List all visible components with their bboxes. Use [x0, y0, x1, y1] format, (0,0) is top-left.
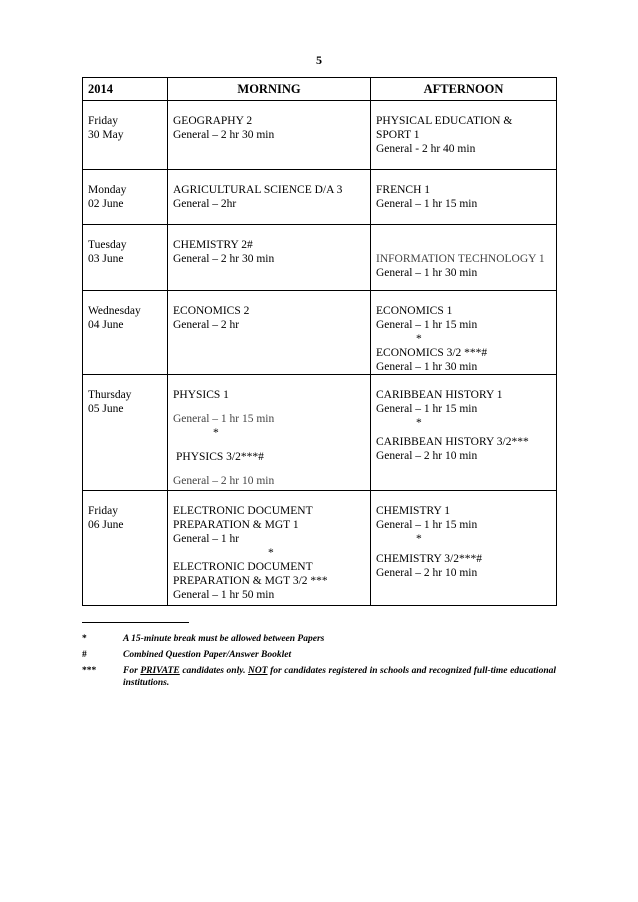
afternoon-cell [371, 170, 557, 225]
break-marker: * [416, 333, 422, 345]
exam-duration: General – 1 hr 15 min [173, 413, 275, 425]
footnote-symbol: # [82, 650, 87, 660]
table-row [83, 225, 557, 291]
morning-cell [168, 375, 371, 491]
header-year: 2014 [83, 78, 168, 101]
table-row [83, 170, 557, 225]
header-afternoon: AFTERNOON [371, 78, 557, 101]
footnotes [82, 633, 556, 693]
footnote-item [82, 649, 556, 661]
exam-title: PHYSICAL EDUCATION & [376, 115, 513, 127]
exam-duration: General – 1 hr 15 min [376, 519, 478, 531]
day-cell [83, 491, 168, 606]
day-date: 30 May [88, 129, 124, 141]
exam-duration: General – 2 hr [173, 319, 240, 331]
morning-cell [168, 170, 371, 225]
table-header-row [83, 78, 557, 101]
afternoon-cell [371, 375, 557, 491]
day-name: Thursday [88, 389, 132, 401]
exam-duration: General – 1 hr 15 min [376, 319, 478, 331]
exam-title: PHYSICS 3/2***# [176, 451, 264, 463]
exam-title: GEOGRAPHY 2 [173, 115, 253, 127]
table-row [83, 101, 557, 170]
afternoon-cell [371, 491, 557, 606]
morning-cell [168, 225, 371, 291]
exam-duration: General – 2 hr 10 min [376, 450, 478, 462]
break-marker: * [213, 427, 219, 439]
exam-title: PREPARATION & MGT 1 [173, 519, 299, 531]
exam-title: FRENCH 1 [376, 184, 430, 196]
day-date: 05 June [88, 403, 124, 415]
exam-title: ELECTRONIC DOCUMENT [173, 505, 313, 517]
exam-title: SPORT 1 [376, 129, 420, 141]
exam-title: ECONOMICS 1 [376, 305, 453, 317]
table-row [83, 375, 557, 491]
footnote-text [123, 665, 556, 689]
table-row [83, 291, 557, 375]
footnote-text: Combined Question Paper/Answer Booklet [123, 650, 292, 660]
day-cell [83, 225, 168, 291]
day-cell [83, 170, 168, 225]
exam-title: ECONOMICS 3/2 ***# [376, 347, 488, 359]
footnote-text: A 15-minute break must be allowed between Papers [123, 634, 325, 644]
morning-cell [168, 491, 371, 606]
day-cell [83, 101, 168, 170]
day-date: 03 June [88, 253, 124, 265]
footnote-item [82, 633, 556, 645]
exam-duration: General – 1 hr 30 min [376, 267, 478, 279]
exam-title: PHYSICS 1 [173, 389, 229, 401]
day-name: Tuesday [88, 239, 127, 251]
footnote-text-part: For [123, 666, 141, 676]
exam-duration: General – 1 hr 50 min [173, 589, 275, 601]
day-cell [83, 291, 168, 375]
exam-title: ELECTRONIC DOCUMENT [173, 561, 313, 573]
exam-duration: General – 1 hr 15 min [376, 198, 478, 210]
exam-title: CARIBBEAN HISTORY 3/2*** [376, 436, 529, 448]
exam-title: CHEMISTRY 3/2***# [376, 553, 482, 565]
afternoon-cell [371, 225, 557, 291]
break-marker: * [416, 533, 422, 545]
break-marker: * [268, 547, 274, 559]
break-marker: * [416, 417, 422, 429]
header-morning: MORNING [168, 78, 371, 101]
day-date: 02 June [88, 198, 124, 210]
exam-title: CHEMISTRY 1 [376, 505, 451, 517]
day-name: Wednesday [88, 305, 141, 317]
exam-duration: General - 2 hr 40 min [376, 143, 476, 155]
footnote-emphasis: NOT [248, 666, 268, 676]
exam-duration: General – 1 hr [173, 533, 240, 545]
footnote-text-part: for candidates registered in schools and recognized full-time educational institutions. [123, 666, 556, 688]
footnote-item [82, 665, 556, 689]
exam-title: CARIBBEAN HISTORY 1 [376, 389, 503, 401]
afternoon-cell [371, 291, 557, 375]
exam-title: PREPARATION & MGT 3/2 *** [173, 575, 328, 587]
footnote-emphasis: PRIVATE [140, 666, 180, 676]
day-name: Friday [88, 505, 119, 517]
exam-duration: General – 2hr [173, 198, 237, 210]
morning-cell [168, 291, 371, 375]
day-cell [83, 375, 168, 491]
footnote-text-part: candidates only. [179, 666, 249, 676]
exam-duration: General – 1 hr 15 min [376, 403, 478, 415]
exam-duration: General – 2 hr 10 min [173, 475, 275, 487]
exam-timetable [82, 77, 557, 606]
exam-duration: General – 2 hr 30 min [173, 129, 275, 141]
exam-title: INFORMATION TECHNOLOGY 1 [376, 253, 545, 265]
exam-duration: General – 2 hr 30 min [173, 253, 275, 265]
footnote-symbol: *** [82, 666, 97, 676]
day-name: Friday [88, 115, 119, 127]
exam-title: CHEMISTRY 2# [173, 239, 253, 251]
table-row [83, 491, 557, 606]
exam-title: AGRICULTURAL SCIENCE D/A 3 [173, 184, 343, 196]
day-name: Monday [88, 184, 127, 196]
exam-duration: General – 1 hr 30 min [376, 361, 478, 373]
morning-cell [168, 101, 371, 170]
exam-title: ECONOMICS 2 [173, 305, 250, 317]
footnote-symbol: * [82, 634, 87, 644]
day-date: 06 June [88, 519, 124, 531]
footnote-divider [82, 622, 189, 623]
page-number: 5 [316, 53, 322, 67]
exam-duration: General – 2 hr 10 min [376, 567, 478, 579]
day-date: 04 June [88, 319, 124, 331]
afternoon-cell [371, 101, 557, 170]
